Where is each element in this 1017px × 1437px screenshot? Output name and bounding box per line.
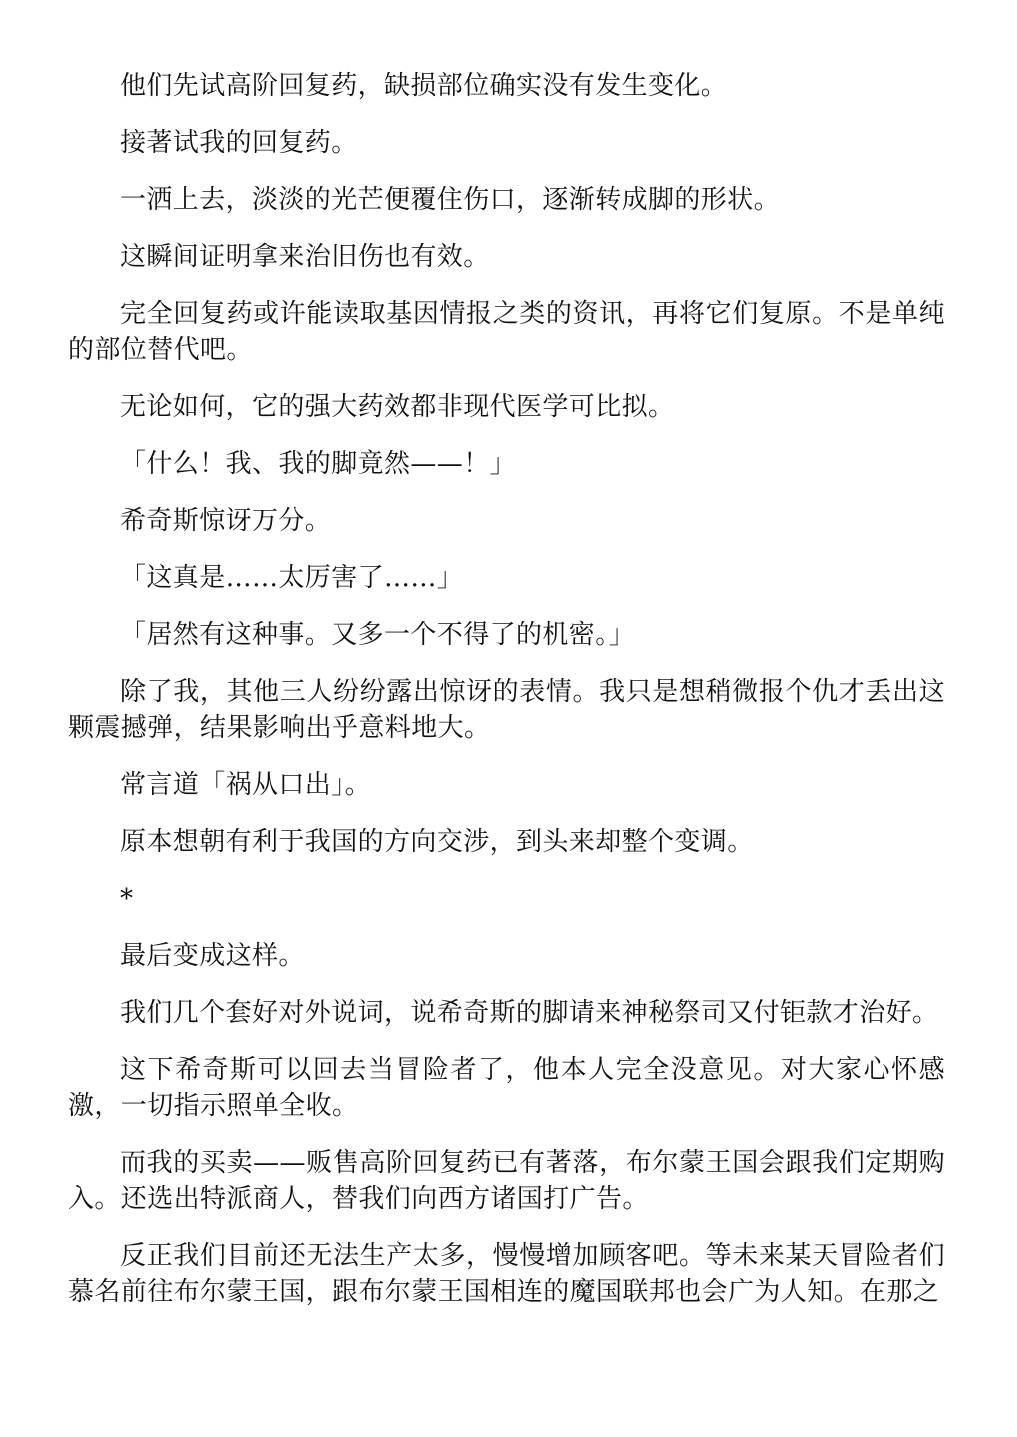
paragraph: 我们几个套好对外说词，说希奇斯的脚请来神秘祭司又付钜款才治好。 [120,998,939,1028]
paragraph: 这下希奇斯可以回去当冒险者了，他本人完全没意见。对大家心怀感激，一切指示照单全收。 [68,1055,945,1121]
paragraph: 他们先试高阶回复药，缺损部位确实没有发生变化。 [120,71,728,101]
paragraph: 常言道「祸从口出」。 [120,770,372,800]
paragraph: 完全回复药或许能读取基因情报之类的资讯，再将它们复原。不是单纯的部位替代吧。 [68,299,945,365]
paragraph: 希奇斯惊讶万分。 [120,506,332,536]
paragraph: 一洒上去，淡淡的光芒便覆住伤口，逐渐转成脚的形状。 [120,185,781,215]
dialogue-line: 「这真是……太厉害了……」 [120,563,464,593]
dialogue-line: 「什么！我、我的脚竟然——！」 [120,449,517,479]
paragraph: 原本想朝有利于我国的方向交涉，到头来却整个变调。 [120,827,754,857]
paragraph: 接著试我的回复药。 [120,128,358,158]
paragraph: 而我的买卖——贩售高阶回复药已有著落，布尔蒙王国会跟我们定期购入。还选出特派商人，替我们向西方诸国打广告。 [68,1148,945,1214]
paragraph: 除了我，其他三人纷纷露出惊讶的表情。我只是想稍微报个仇才丢出这颗震撼弹，结果影响出乎意料地大。 [68,677,945,743]
paragraph: 最后变成这样。 [120,941,305,971]
paragraph: 反正我们目前还无法生产太多，慢慢增加顾客吧。等未来某天冒险者们慕名前往布尔蒙王国，跟布尔蒙王国相连的魔国联邦也会广为人知。在那之 [68,1241,945,1307]
section-break: * [120,884,133,914]
paragraph: 这瞬间证明拿来治旧伤也有效。 [120,242,490,272]
dialogue-line: 「居然有这种事。又多一个不得了的机密。」 [120,620,636,650]
paragraph: 无论如何，它的强大药效都非现代医学可比拟。 [120,392,675,422]
